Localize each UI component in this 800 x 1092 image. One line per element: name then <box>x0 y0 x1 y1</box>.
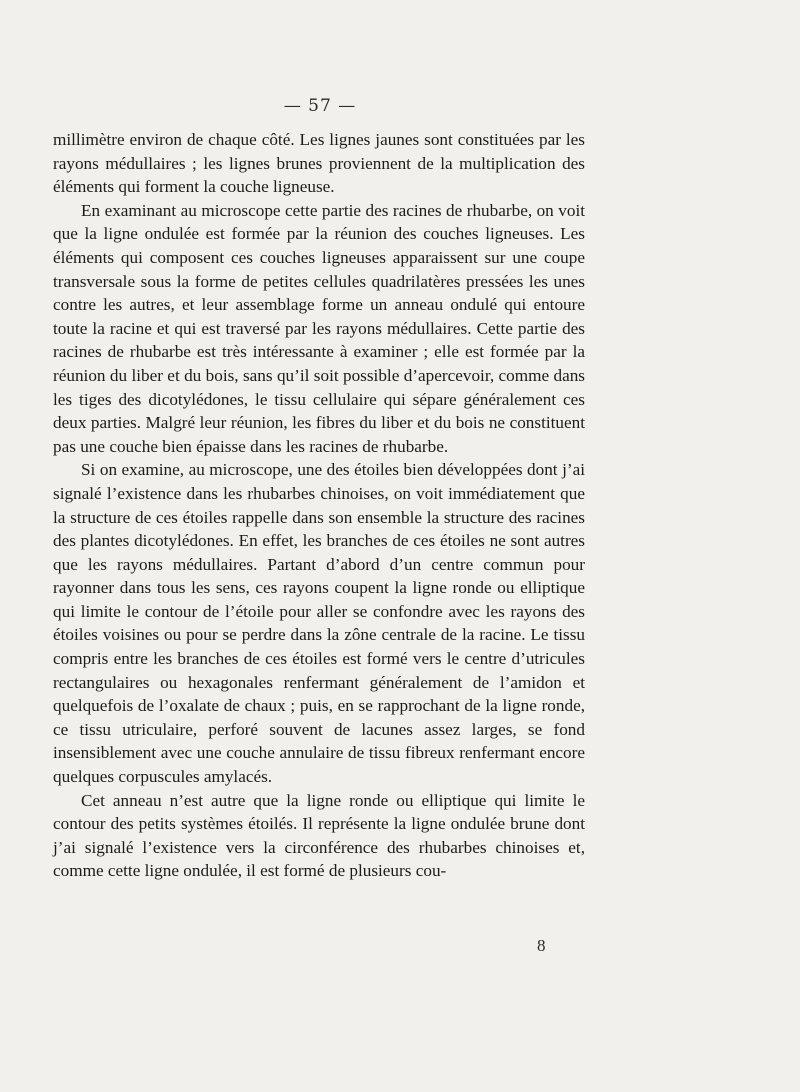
printer-signature-mark: 8 <box>537 936 546 955</box>
paragraph-2: En examinant au microscope cette partie des racines de rhubarbe, on voit que la ligne ondulée est formée par la réunion des couches ligneuses. Les éléments qui composent ces couches ligneuses apparaissent sur une coupe transversale sous la forme de petites cellules quadrilatères pressées les unes contre les autres, et leur assemblage forme un anneau ondulé qui entoure toute la racine et qui est traversé par les rayons médullaires. Cette partie des racines de rhubarbe est très intéressante à examiner ; elle est formée par la réunion du liber et du bois, sans qu’il soit possible d’apercevoir, comme dans les tiges des dicotylédones, le tissu cellulaire qui sépare généralement ces deux parties. Malgré leur réunion, les fibres du liber et du bois ne constituent pas une couche bien épaisse dans les racines de rhubarbe. <box>53 200 585 456</box>
paragraph-1: millimètre environ de chaque côté. Les lignes jaunes sont constituées par les rayons médullaires ; les lignes brunes proviennent de la multiplication des éléments qui forment la couche ligneuse. <box>53 130 585 197</box>
page-number: — 57 — <box>283 96 357 116</box>
paragraph-3: Si on examine, au microscope, une des étoiles bien développées dont j’ai signalé l’existence dans les rhubarbes chinoises, on voit immédiatement que la structure de ces étoiles rappelle dans son ensemble la structure des racines des plantes dicotylédones. En effet, les branches de ces étoiles ne sont autres que les rayons médullaires. Partant d’abord d’un centre commun pour rayonner dans tous les sens, ces rayons coupent la ligne ronde ou elliptique qui limite le contour de l’étoile pour aller se confondre avec les rayons des étoiles voisines ou pour se perdre dans la zône centrale de la racine. Le tissu compris entre les branches de ces étoiles est formé vers le centre d’utricules rectangulaires ou hexagonales renfermant généralement de l’amidon et quelquefois de l’oxalate de chaux ; puis, en se rapprochant de la ligne ronde, ce tissu utriculaire, perforé souvent de lacunes assez larges, se fond insensiblement avec une couche annulaire de tissu fibreux renfermant encore quelques corpuscules amylacés. <box>53 460 585 787</box>
body-text <box>53 128 585 883</box>
paragraph-4: Cet anneau n’est autre que la ligne ronde ou elliptique qui limite le contour des petits systèmes étoilés. Il représente la ligne ondulée brune dont j’ai signalé l’existence vers la circonférence des rhubarbes chinoises et, comme cette ligne ondulée, il est formé de plusieurs cou- <box>53 790 585 881</box>
